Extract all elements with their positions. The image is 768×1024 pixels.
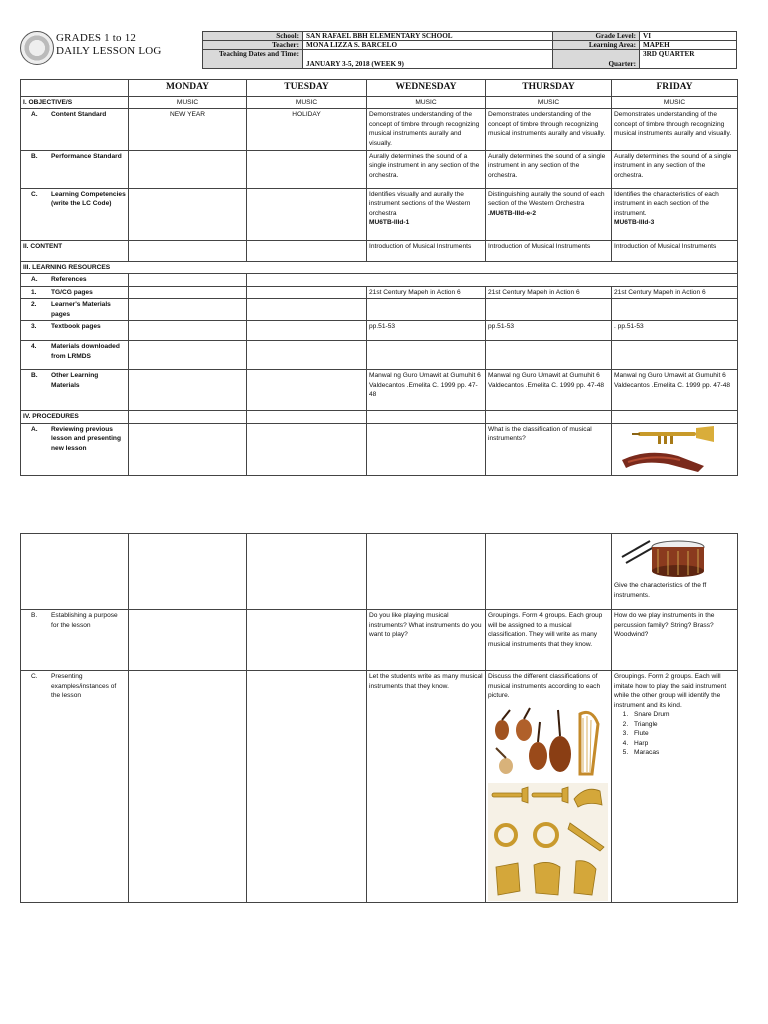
textbook-pages-label: [21, 321, 129, 341]
row-label: Materials downloaded from LRMDS: [51, 343, 120, 360]
subject-wednesday: MUSIC: [367, 96, 486, 109]
empty-cell: [129, 610, 247, 671]
teacher-value: MONA LIZZA S. BARCELO: [303, 41, 553, 50]
content-monday: [129, 240, 247, 261]
day-header-tuesday: TUESDAY: [247, 80, 367, 97]
lrmds-label: [21, 341, 129, 370]
purpose-label: [21, 610, 129, 671]
other-materials-friday: Manwal ng Guro Umawit at Gumuhit 6 Valdecantos .Emelita C. 1999 pp. 47-48: [612, 370, 738, 411]
competency-text: Identifies visually and aurally the instrument sections of the Western orchestra: [369, 190, 471, 217]
content-friday: Introduction of Musical Instruments: [612, 240, 738, 261]
performance-standard-thursday: Aurally determines the sound of a single instrument in any section of the orchestra.: [486, 150, 612, 188]
subject-thursday: MUSIC: [486, 96, 612, 109]
instrument-list: [614, 710, 735, 758]
empty-cell: [247, 370, 367, 411]
other-materials-wednesday: Manwal ng Guro Umawit at Gumuhit 6 Valdecantos .Emelita C. 1999 pp. 47-48: [367, 370, 486, 411]
competency-code: MU6TB-IIId-3: [614, 219, 655, 227]
day-header-thursday: THURSDAY: [486, 80, 612, 97]
empty-cell: [247, 534, 367, 610]
examples-wednesday: Let the students write as many musical instruments that they know.: [367, 671, 486, 903]
deped-seal-icon: [20, 31, 54, 65]
empty-cell: [247, 321, 367, 341]
empty-cell: [612, 341, 738, 370]
row-label: Presenting examples/instances of the lesson: [51, 673, 117, 700]
area-label: Learning Area:: [553, 41, 640, 50]
grade-label: Grade Level:: [553, 32, 640, 41]
references-label: [21, 274, 129, 287]
examples-thursday: [486, 671, 612, 903]
empty-cell: [247, 299, 367, 321]
row-label: Reviewing previous lesson and presenting new lesson: [51, 425, 121, 452]
competencies-monday: [129, 188, 247, 240]
empty-cell: [367, 411, 486, 424]
performance-standard-friday: Aurally determines the sound of a single instrument in any section of the orchestra.: [612, 150, 738, 188]
row-number: B.: [31, 612, 38, 619]
competency-text: Distinguishing aurally the sound of each section of the Western Orchestra: [488, 190, 605, 208]
empty-cell: [247, 671, 367, 903]
empty-cell: [129, 286, 247, 299]
review-friday-text: Give the characteristics of the ff instruments.: [614, 582, 707, 599]
examples-thursday-text: Discuss the different classifications of musical instruments according to each picture.: [488, 673, 601, 700]
empty-cell: [129, 423, 247, 475]
examples-friday-text: Groupings. Form 2 groups. Each will imitate how to play the said instrument while the other group will identify the instrument and its kind.: [614, 673, 727, 709]
textbook-friday: . pp.51-53: [612, 321, 738, 341]
competency-code: MU6TB-IIId-1: [369, 219, 410, 227]
grade-value: VI: [640, 32, 737, 41]
empty-cell: [247, 411, 367, 424]
empty-cell: [612, 299, 738, 321]
empty-cell: [21, 534, 129, 610]
review-thursday: What is the classification of musical instruments?: [486, 423, 612, 475]
day-header-wednesday: WEDNESDAY: [367, 80, 486, 97]
empty-cell: [129, 671, 247, 903]
area-value: MAPEH: [640, 41, 737, 50]
other-materials-thursday: Manwal ng Guro Umawit at Gumuhit 6 Valdecantos .Emelita C. 1999 pp. 47-48: [486, 370, 612, 411]
review-label: [21, 423, 129, 475]
tg-pages-wednesday: 21st Century Mapeh in Action 6: [367, 286, 486, 299]
header-info-table: [202, 31, 737, 69]
tg-pages-friday: 21st Century Mapeh in Action 6: [612, 286, 738, 299]
row-label: Learning Competencies (write the LC Code): [51, 190, 126, 208]
empty-cell: [367, 534, 486, 610]
empty-cell: [486, 411, 612, 424]
lesson-log-table: [20, 79, 738, 476]
dates-value: JANUARY 3-5, 2018 (WEEK 9): [303, 50, 553, 69]
competency-text: Identifies the characteristics of each instrument in each section of the instrument.: [614, 190, 719, 217]
empty-cell: [367, 341, 486, 370]
performance-standard-monday: [129, 150, 247, 188]
content-standard-friday: Demonstrates understanding of the concept of timbre through recognizing musical instruments aurally and visually.: [612, 109, 738, 150]
empty-cell: [129, 299, 247, 321]
performance-standard-wednesday: Aurally determines the sound of a single instrument in any section of the orchestra.: [367, 150, 486, 188]
content-thursday: Introduction of Musical Instruments: [486, 240, 612, 261]
list-item: 3. Flute: [630, 729, 735, 739]
empty-cell: [367, 423, 486, 475]
lesson-log-table-page-2: [20, 533, 738, 903]
trumpet-image: [618, 426, 728, 474]
empty-cell: [247, 423, 367, 475]
subject-monday: MUSIC: [129, 96, 247, 109]
objectives-heading: I. OBJECTIVE/S: [21, 96, 129, 109]
empty-cell: [486, 341, 612, 370]
purpose-wednesday: Do you like playing musical instruments? What instruments do you want to play?: [367, 610, 486, 671]
empty-cell: [129, 341, 247, 370]
content-standard-label: [21, 109, 129, 150]
purpose-thursday: Groupings. Form 4 groups. Each group will be assigned to a musical classification. They will write as many musical instruments that they know.: [486, 610, 612, 671]
content-standard-monday: NEW YEAR: [129, 109, 247, 150]
empty-cell: [129, 274, 247, 287]
textbook-thursday: pp.51-53: [486, 321, 612, 341]
review-friday: [612, 423, 738, 475]
school-value: SAN RAFAEL BBH ELEMENTARY SCHOOL: [303, 32, 553, 41]
examples-friday: [612, 671, 738, 903]
corner-cell: [21, 80, 129, 97]
competency-code: .MU6TB-IIId-e-2: [488, 209, 536, 217]
row-number: 3.: [31, 323, 37, 331]
empty-cell: [247, 286, 367, 299]
content-tuesday: [247, 240, 367, 261]
empty-cell: [247, 341, 367, 370]
row-label: References: [51, 276, 87, 284]
row-number: B.: [31, 372, 38, 380]
quarter-label: Quarter:: [553, 50, 640, 69]
snare-drum-image: [620, 537, 710, 579]
subject-tuesday: MUSIC: [247, 96, 367, 109]
empty-cell: [129, 534, 247, 610]
title-line-1: GRADES 1 to 12: [56, 32, 137, 44]
content-standard-thursday: Demonstrates understanding of the concept of timbre through recognizing musical instruments aurally and visually.: [486, 109, 612, 150]
other-materials-label: [21, 370, 129, 411]
row-number: A.: [31, 276, 38, 284]
content-wednesday: Introduction of Musical Instruments: [367, 240, 486, 261]
resources-heading: III. LEARNING RESOURCES: [21, 261, 738, 274]
row-label: Other Learning Materials: [51, 372, 99, 389]
row-number: 2.: [31, 301, 37, 309]
tg-pages-label: [21, 286, 129, 299]
row-number: C.: [31, 190, 38, 198]
competencies-friday: [612, 188, 738, 240]
quarter-value: 3RD QUARTER: [640, 50, 737, 69]
log-header: [20, 31, 736, 74]
procedures-heading: IV. PROCEDURES: [21, 411, 129, 424]
dates-label: Teaching Dates and Time:: [203, 50, 303, 69]
content-standard-wednesday: Demonstrates understanding of the concept of timbre through recognizing musical instruments aurally and visually.: [367, 109, 486, 150]
list-item: 1. Snare Drum: [630, 710, 735, 720]
row-number: B.: [31, 152, 38, 160]
tg-pages-thursday: 21st Century Mapeh in Action 6: [486, 286, 612, 299]
empty-cell: [247, 274, 738, 287]
row-label: Learner's Materials pages: [51, 301, 111, 318]
empty-cell: [367, 299, 486, 321]
row-number: 1.: [31, 288, 37, 296]
list-item: 4. Harp: [630, 739, 735, 749]
row-label: Establishing a purpose for the lesson: [51, 612, 118, 629]
list-item: 2. Triangle: [630, 720, 735, 730]
log-title: [56, 32, 162, 58]
row-label: Content Standard: [51, 111, 107, 119]
row-label: Performance Standard: [51, 152, 122, 160]
textbook-wednesday: pp.51-53: [367, 321, 486, 341]
school-label: School:: [203, 32, 303, 41]
row-number: A.: [31, 425, 38, 433]
examples-label: [21, 671, 129, 903]
teacher-label: Teacher:: [203, 41, 303, 50]
subject-friday: MUSIC: [612, 96, 738, 109]
brass-instruments-image: [488, 783, 608, 901]
row-label: Textbook pages: [51, 323, 101, 331]
performance-standard-tuesday: [247, 150, 367, 188]
empty-cell: [129, 411, 247, 424]
competencies-wednesday: [367, 188, 486, 240]
competencies-label: [21, 188, 129, 240]
row-label: TG/CG pages: [51, 288, 93, 296]
day-header-friday: FRIDAY: [612, 80, 738, 97]
day-header-monday: MONDAY: [129, 80, 247, 97]
review-friday-continued: [612, 534, 738, 610]
empty-cell: [486, 299, 612, 321]
lm-pages-label: [21, 299, 129, 321]
empty-cell: [129, 370, 247, 411]
list-item: 5. Maracas: [630, 748, 735, 758]
row-number: 4.: [31, 343, 37, 351]
row-number: C.: [31, 673, 38, 680]
title-line-2: DAILY LESSON LOG: [56, 45, 162, 57]
empty-cell: [486, 534, 612, 610]
string-instruments-image: [488, 704, 602, 780]
empty-cell: [247, 610, 367, 671]
row-number: A.: [31, 111, 38, 119]
empty-cell: [612, 411, 738, 424]
competencies-tuesday: [247, 188, 367, 240]
empty-cell: [129, 321, 247, 341]
content-standard-tuesday: HOLIDAY: [247, 109, 367, 150]
competencies-thursday: [486, 188, 612, 240]
content-heading: II. CONTENT: [21, 240, 129, 261]
purpose-friday: How do we play instruments in the percussion family? String? Brass? Woodwind?: [612, 610, 738, 671]
performance-standard-label: [21, 150, 129, 188]
